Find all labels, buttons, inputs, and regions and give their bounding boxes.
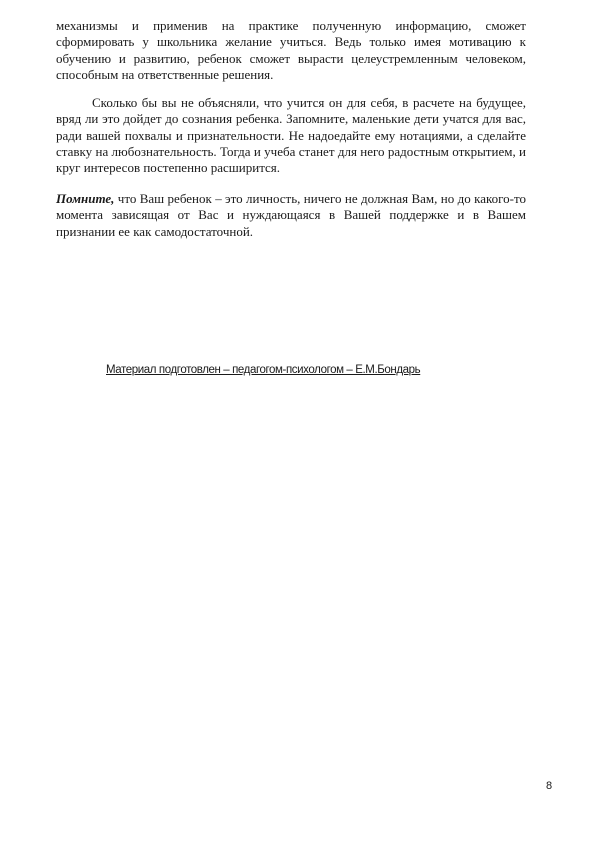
page-number: 8 (546, 780, 553, 792)
paragraph-explanation: Сколько бы вы не объясняли, что учится он для себя, в расчете на будущее, вряд ли это дойдет до сознания ребенка. Запомните, маленькие дети учатся для вас, ради вашей похвалы и признательности. Не надоедайте ему нотациями, а сделайте ставку на любознательность. Тогда и учеба станет для него радостным открытием, и круг интересов постепенно расширится. (56, 95, 526, 176)
reminder-text: что Ваш ребенок – это личность, ничего не должная Вам, но до какого-то момента зависящая от Вас и нуждающаяся в Вашей поддержке и в Вашем признании ее как самодостаточной. (56, 191, 526, 239)
paragraph-motivation: механизмы и применив на практике полученную информацию, сможет сформировать у школьника желание учиться. Ведь только имея мотивацию к обучению и развитию, ребенок сможет вырасти целеустремленным человеком, способным на ответственные решения. (56, 18, 526, 82)
author-signature: Материал подготовлен – педагогом-психологом – Е.М.Бондарь (106, 364, 421, 376)
reminder-lead: Помните, (56, 191, 115, 206)
paragraph-reminder (56, 191, 526, 240)
